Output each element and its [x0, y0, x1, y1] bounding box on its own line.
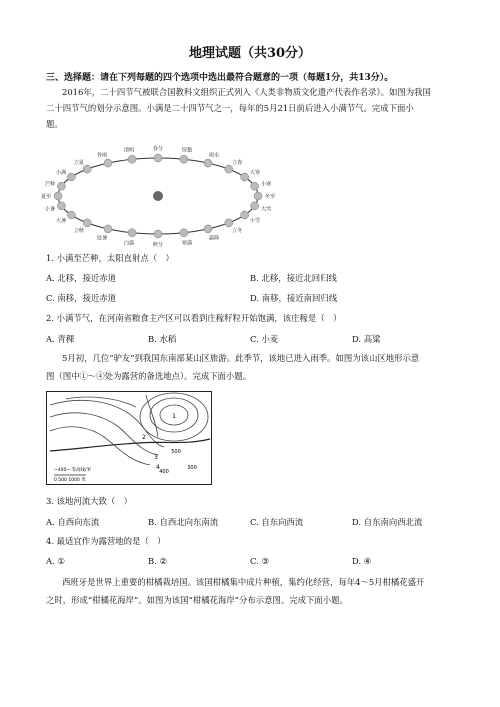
solar-term-label: 霜降: [208, 235, 220, 242]
solar-term-label: 雨水: [208, 152, 220, 159]
solar-term-label: 秋分: [152, 242, 164, 248]
q2-option-b[interactable]: B. 水稻: [148, 334, 177, 344]
solar-term-label: 大暑: [55, 218, 67, 224]
intro3-line1: 西班牙是世界上重要的柑橘栽培国。该国柑橘集中成片种植，集约化经营，每年4～5月柑橘花盛开: [62, 577, 425, 587]
site-3-label: 3: [154, 454, 158, 461]
solar-term-marker: [67, 173, 75, 181]
solar-term-label: 立夏: [73, 160, 84, 167]
section-heading: 三、选择题：请在下列每题的四个选项中选出最符合题意的一项（每题1分，共13分）。: [46, 73, 394, 83]
q2-stem: 2. 小满节气，在河南省粮食主产区可以看到庄稼籽粒开始饱满，该庄稼是（ ）: [46, 313, 342, 323]
intro3-line2: 之时，形成“柑橘花海岸”。如图为该国“柑橘花海岸”分布示意图。完成下面小题。: [46, 595, 348, 605]
q1-option-d[interactable]: D. 南移，接近南回归线: [250, 293, 338, 303]
solar-term-marker: [104, 159, 112, 167]
solar-term-marker: [204, 159, 212, 167]
q1-stem: 1. 小满至芒种，太阳直射点（ ）: [46, 253, 174, 263]
q1-option-c[interactable]: C. 南移，接近赤道: [46, 293, 117, 303]
q4-option-d[interactable]: D. ④: [352, 556, 372, 566]
intro1-line3: 题。: [46, 119, 63, 129]
solar-term-label: 小雪: [249, 218, 261, 224]
solar-term-marker: [204, 225, 212, 233]
solar-term-marker: [57, 182, 65, 190]
contour-300-label: 300: [187, 465, 197, 471]
solar-term-label: 冬至: [264, 194, 276, 200]
solar-term-label: 寒露: [181, 240, 193, 247]
solar-term-label: 春分: [152, 146, 164, 152]
q4-stem: 4. 最适宜作为露营地的是（ ）: [46, 536, 166, 546]
q3-option-b[interactable]: B. 自西北向东南流: [148, 517, 219, 527]
solar-term-label: 立春: [232, 160, 243, 167]
legend-contour: ~400~ 等高线/米: [54, 468, 92, 473]
solar-term-label: 大雪: [260, 206, 272, 213]
site-2-label: 2: [142, 434, 146, 441]
solar-term-label: 芒种: [44, 181, 56, 188]
solar-term-marker: [251, 182, 259, 190]
q3-option-a[interactable]: A. 自西向东流: [46, 517, 100, 527]
solar-term-marker: [57, 202, 65, 210]
solar-terms-diagram: [40, 140, 286, 248]
solar-term-label: 夏至: [40, 194, 52, 200]
solar-term-marker: [104, 225, 112, 233]
page-title: 地理试题（共30分）: [188, 46, 312, 61]
q2-option-c[interactable]: C. 小麦: [250, 334, 279, 344]
solar-term-marker: [225, 165, 233, 173]
solar-term-marker: [251, 202, 259, 210]
legend-scale: 0 500 1000 米: [54, 478, 86, 483]
intro1-line2: 二十四节气的划分示意图。小满是二十四节气之一，每年的5月21日前后进入小满节气。完成下面小: [46, 103, 414, 113]
solar-term-marker: [54, 192, 62, 200]
contour-500-label: 500: [171, 449, 181, 455]
q1-option-b[interactable]: B. 北移，接近北回归线: [250, 273, 337, 283]
intro2-line2: 图（图中①～④处为露营的备选地点）。完成下面小题。: [46, 371, 252, 381]
q3-option-c[interactable]: C. 自东向西流: [250, 517, 304, 527]
sun-icon: [153, 191, 163, 201]
contour-map: [46, 391, 212, 485]
solar-term-marker: [67, 211, 75, 219]
solar-term-marker: [154, 154, 162, 162]
solar-term-marker: [241, 211, 249, 219]
solar-term-marker: [241, 173, 249, 181]
solar-term-label: 小寒: [260, 181, 272, 188]
solar-term-label: 惊蛰: [181, 147, 193, 154]
solar-term-label: 谷雨: [96, 152, 108, 159]
solar-term-label: 白露: [123, 240, 135, 247]
q4-option-c[interactable]: C. ③: [250, 556, 269, 566]
q3-stem: 3. 该地河流大致（ ）: [46, 496, 133, 506]
solar-term-marker: [254, 192, 262, 200]
solar-term-marker: [225, 219, 233, 227]
intro2-line1: 5月初，几位“驴友”到我国东南部某山区旅游。此季节，该地已进入雨季。如图为该山区地形示意: [62, 353, 420, 363]
intro1-line1: 2016年，二十四节气被联合国教科文组织正式列入《人类非物质文化遗产代表作名录》。如图为我国: [62, 87, 431, 97]
solar-term-label: 处暑: [96, 235, 108, 242]
site-1-label: 1: [172, 413, 176, 420]
solar-term-label: 小暑: [44, 206, 56, 213]
contour-400-label: 400: [159, 469, 169, 475]
solar-term-marker: [83, 165, 91, 173]
q4-option-b[interactable]: B. ②: [148, 556, 167, 566]
solar-term-marker: [180, 155, 188, 163]
solar-term-marker: [128, 155, 136, 163]
q3-option-d[interactable]: D. 自东南向西北流: [352, 517, 423, 527]
solar-term-label: 立冬: [232, 227, 243, 234]
solar-term-marker: [128, 229, 136, 237]
q2-option-d[interactable]: D. 高粱: [352, 334, 381, 344]
site-4-label: 4: [156, 464, 160, 471]
solar-term-marker: [154, 230, 162, 238]
solar-term-label: 清明: [123, 147, 135, 154]
solar-term-label: 大寒: [249, 170, 261, 176]
q1-option-a[interactable]: A. 北移，接近赤道: [46, 273, 116, 283]
solar-term-marker: [180, 229, 188, 237]
q4-option-a[interactable]: A. ①: [46, 556, 65, 566]
solar-term-marker: [83, 219, 91, 227]
solar-term-label: 小满: [55, 170, 67, 176]
q2-option-a[interactable]: A. 青稞: [46, 334, 75, 344]
solar-term-label: 立秋: [73, 227, 84, 234]
